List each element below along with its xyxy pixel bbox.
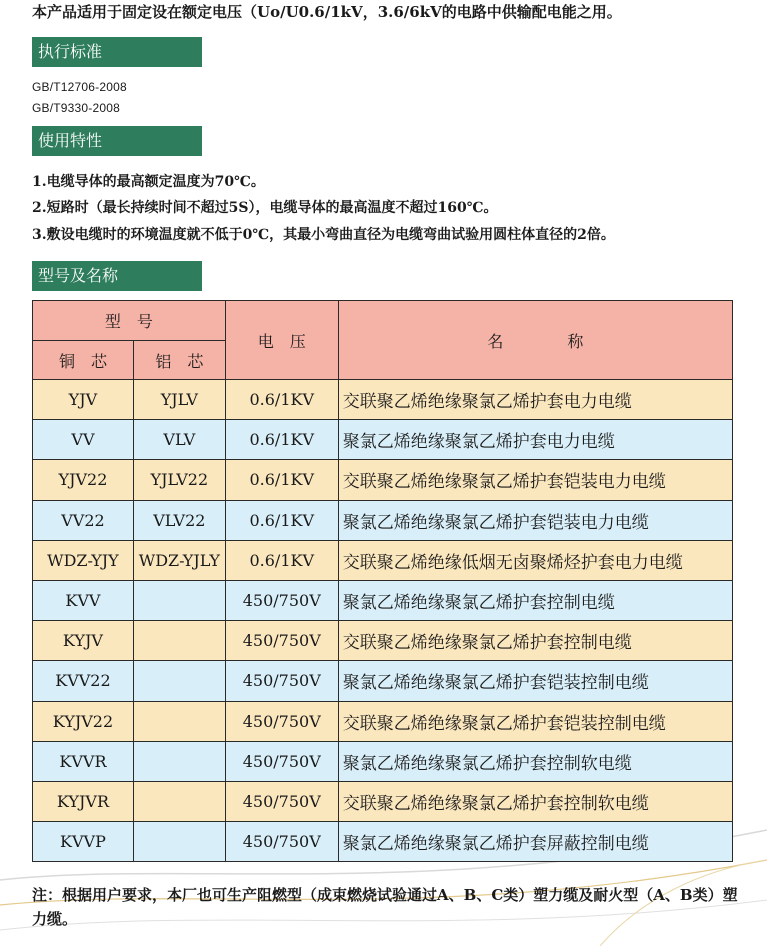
table-row bbox=[33, 822, 733, 862]
header-aluminum: 铝 芯 bbox=[133, 341, 225, 380]
footnote: 注：根据用户要求，本厂也可生产阻燃型（成束燃烧试验通过A、B、C类）塑力缆及耐火型（A、B类）塑力缆。 bbox=[32, 886, 738, 928]
cell-aluminum-model: VLV bbox=[133, 420, 225, 460]
table-row bbox=[33, 500, 733, 540]
cell-cable-name: 交联聚乙烯绝缘聚氯乙烯护套控制软电缆 bbox=[338, 781, 732, 821]
cell-aluminum-model: VLV22 bbox=[133, 500, 225, 540]
cell-voltage: 450/750V bbox=[225, 661, 338, 701]
header-copper: 铜 芯 bbox=[33, 341, 134, 380]
cell-cable-name: 交联聚乙烯绝缘聚氯乙烯护套控制电缆 bbox=[338, 621, 732, 661]
cell-aluminum-model bbox=[133, 661, 225, 701]
cell-voltage: 0.6/1KV bbox=[225, 460, 338, 500]
cell-cable-name: 聚氯乙烯绝缘聚氯乙烯护套控制软电缆 bbox=[338, 741, 732, 781]
standard-line-2: GB/T9330-2008 bbox=[32, 101, 120, 115]
cell-copper-model: YJV22 bbox=[33, 460, 134, 500]
cell-cable-name: 聚氯乙烯绝缘聚氯乙烯护套铠装电力电缆 bbox=[338, 500, 732, 540]
cell-copper-model: KYJV22 bbox=[33, 701, 134, 741]
table-row bbox=[33, 701, 733, 741]
cell-copper-model: KYJVR bbox=[33, 781, 134, 821]
cell-voltage: 0.6/1KV bbox=[225, 500, 338, 540]
cell-copper-model: VV22 bbox=[33, 500, 134, 540]
cell-voltage: 450/750V bbox=[225, 822, 338, 862]
header-voltage: 电 压 bbox=[225, 301, 338, 380]
cell-aluminum-model: YJLV bbox=[133, 380, 225, 420]
cell-aluminum-model bbox=[133, 781, 225, 821]
cell-voltage: 450/750V bbox=[225, 781, 338, 821]
cell-copper-model: VV bbox=[33, 420, 134, 460]
cell-cable-name: 聚氯乙烯绝缘聚氯乙烯护套铠装控制电缆 bbox=[338, 661, 732, 701]
model-table bbox=[32, 300, 733, 862]
cell-aluminum-model: YJLV22 bbox=[133, 460, 225, 500]
cell-voltage: 450/750V bbox=[225, 741, 338, 781]
table-row bbox=[33, 380, 733, 420]
cell-cable-name: 交联聚乙烯绝缘聚氯乙烯护套铠装控制电缆 bbox=[338, 701, 732, 741]
feature-line-2: 2.短路时（最长持续时间不超过5S），电缆导体的最高温度不超过160℃。 bbox=[32, 200, 498, 216]
table-body bbox=[33, 380, 733, 862]
cell-copper-model: KYJV bbox=[33, 621, 134, 661]
cell-aluminum-model bbox=[133, 621, 225, 661]
cell-cable-name: 聚氯乙烯绝缘聚氯乙烯护套电力电缆 bbox=[338, 420, 732, 460]
table-row bbox=[33, 661, 733, 701]
header-name: 名 称 bbox=[338, 301, 732, 380]
cell-voltage: 450/750V bbox=[225, 621, 338, 661]
table-row bbox=[33, 580, 733, 620]
cell-cable-name: 聚氯乙烯绝缘聚氯乙烯护套控制电缆 bbox=[338, 580, 732, 620]
cell-cable-name: 交联聚乙烯绝缘聚氯乙烯护套铠装电力电缆 bbox=[338, 460, 732, 500]
cell-aluminum-model bbox=[133, 580, 225, 620]
table-row bbox=[33, 460, 733, 500]
cell-voltage: 0.6/1KV bbox=[225, 420, 338, 460]
feature-line-1: 1.电缆导体的最高额定温度为70℃。 bbox=[32, 174, 265, 190]
cell-voltage: 450/750V bbox=[225, 580, 338, 620]
cell-copper-model: KVV bbox=[33, 580, 134, 620]
cell-voltage: 0.6/1KV bbox=[225, 380, 338, 420]
cell-aluminum-model bbox=[133, 741, 225, 781]
table-row bbox=[33, 781, 733, 821]
cell-copper-model: WDZ-YJY bbox=[33, 540, 134, 580]
cell-copper-model: KVV22 bbox=[33, 661, 134, 701]
cell-copper-model: KVVP bbox=[33, 822, 134, 862]
table-row bbox=[33, 420, 733, 460]
cell-copper-model: YJV bbox=[33, 380, 134, 420]
section-bar-models: 型号及名称 bbox=[32, 261, 202, 291]
cell-voltage: 0.6/1KV bbox=[225, 540, 338, 580]
table-row bbox=[33, 621, 733, 661]
header-model: 型 号 bbox=[33, 301, 226, 341]
cell-copper-model: KVVR bbox=[33, 741, 134, 781]
table-row bbox=[33, 540, 733, 580]
cell-cable-name: 聚氯乙烯绝缘聚氯乙烯护套屏蔽控制电缆 bbox=[338, 822, 732, 862]
cell-cable-name: 交联聚乙烯绝缘低烟无卤聚烯烃护套电力电缆 bbox=[338, 540, 732, 580]
standard-line-1: GB/T12706-2008 bbox=[32, 80, 127, 94]
cell-aluminum-model bbox=[133, 701, 225, 741]
section-bar-standards: 执行标准 bbox=[32, 37, 202, 67]
cell-cable-name: 交联聚乙烯绝缘聚氯乙烯护套电力电缆 bbox=[338, 380, 732, 420]
cell-aluminum-model: WDZ-YJLY bbox=[133, 540, 225, 580]
cell-voltage: 450/750V bbox=[225, 701, 338, 741]
feature-line-3: 3.敷设电缆时的环境温度就不低于0℃，其最小弯曲直径为电缆弯曲试验用圆柱体直径的2倍。 bbox=[32, 227, 615, 243]
section-bar-features: 使用特性 bbox=[32, 126, 202, 156]
cell-aluminum-model bbox=[133, 822, 225, 862]
table-row bbox=[33, 741, 733, 781]
intro-text: 本产品适用于固定设在额定电压（Uo/U0.6/1kV，3.6/6kV的电路中供输配电能之用。 bbox=[32, 3, 622, 21]
